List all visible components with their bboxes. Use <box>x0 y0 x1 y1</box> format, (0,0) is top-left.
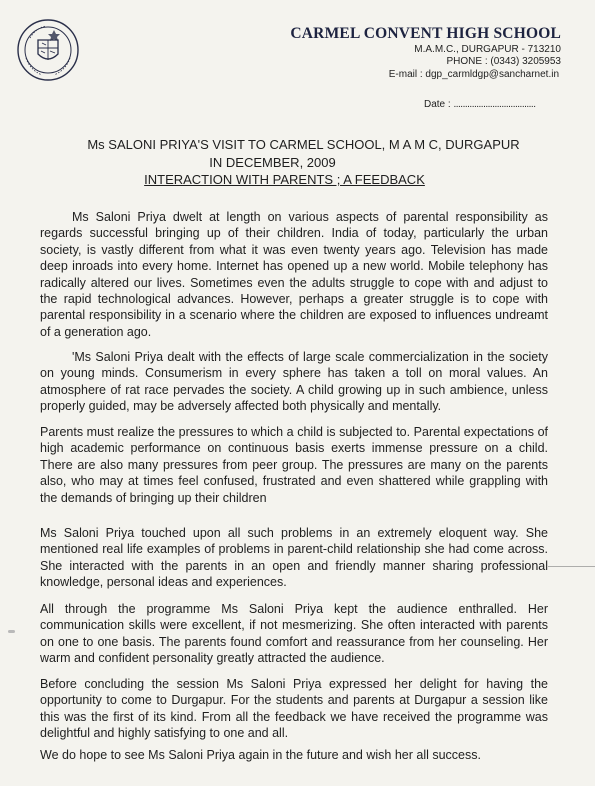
paragraph-2: 'Ms Saloni Priya dealt with the effects of large scale commercialization in the society on young minds. Consumerism in every sphere has taken a toll on moral values. An atmosphere of rat race pervades the society. A child growing up in such ambience, unless properly guided, may be adversely affected both physically and mentally. <box>40 350 548 414</box>
scan-artifact-mark <box>8 630 15 633</box>
heading-subtitle: INTERACTION WITH PARENTS ; A FEEDBACK <box>144 172 425 187</box>
date-field <box>424 99 536 110</box>
school-address: M.A.M.C., DURGAPUR - 713210 <box>414 44 561 55</box>
heading-line-3 <box>0 172 582 187</box>
paragraph-6: Before concluding the session Ms Saloni Priya expressed her delight for having the opportunity to come to Durgapur. For the students and parents at Durgapur a session like this was the first of its kind. From all the feedback we have received the programme was delightful and highly satisfying to one and all. <box>40 677 548 741</box>
scan-artifact-line <box>548 566 595 567</box>
school-email: E-mail : dgp_carmldgp@sancharnet.in <box>388 69 559 80</box>
paragraph-4: Ms Saloni Priya touched upon all such problems in an extremely eloquent way. She mentioned real life examples of problems in parent-child relationship she had come across. She interacted with the parents in an open and friendly manner sharing professional knowledge, personal ideas and experiences. <box>40 526 548 590</box>
heading-line-1: Ms SALONI PRIYA'S VISIT TO CARMEL SCHOOL, M A M C, DURGAPUR <box>87 137 520 152</box>
paragraph-3: Parents must realize the pressures to which a child is subjected to. Parental expectations of high academic performance on continuous basis exerts immense pressure on a child. There are also many pressures from peer group. The pressures are many on the parents also, who may at times feel confused, frustrated and even shattered while grappling with the demands of bringing up their children <box>40 425 548 505</box>
heading-line-2: IN DECEMBER, 2009 <box>209 155 336 170</box>
paragraph-7: We do hope to see Ms Saloni Priya again in the future and wish her all success. <box>40 748 481 762</box>
date-blank: .................................... <box>453 99 536 110</box>
paragraph-5: All through the programme Ms Saloni Priya kept the audience enthralled. Her communication skills were excellent, if not mesmerizing. She often interacted with parents on one to one basis. The parents found comfort and reassurance from her counseling. Her warm and confident personality greatly attracted the audience. <box>40 602 548 666</box>
school-crest-logo <box>16 18 80 82</box>
school-phone: PHONE : (0343) 3205953 <box>446 56 561 67</box>
school-name: CARMEL CONVENT HIGH SCHOOL <box>290 25 561 42</box>
paragraph-1: Ms Saloni Priya dwelt at length on various aspects of parental responsibility as regards successful bringing up of their children. India of today, particularly the urban society, is vastly different from what it was even twenty years ago. Television has made deep inroads into every home. Internet has opened up a new world. Mobile telephony has radically altered our lives. Sometimes even the adults struggle to cope with and adjust to the rapid technological advances. However, perhaps a greater struggle is to cope with parental responsibility in a scenario where the children are exposed to influences undreamt of a generation ago. <box>40 210 548 339</box>
date-label: Date : <box>424 99 451 110</box>
